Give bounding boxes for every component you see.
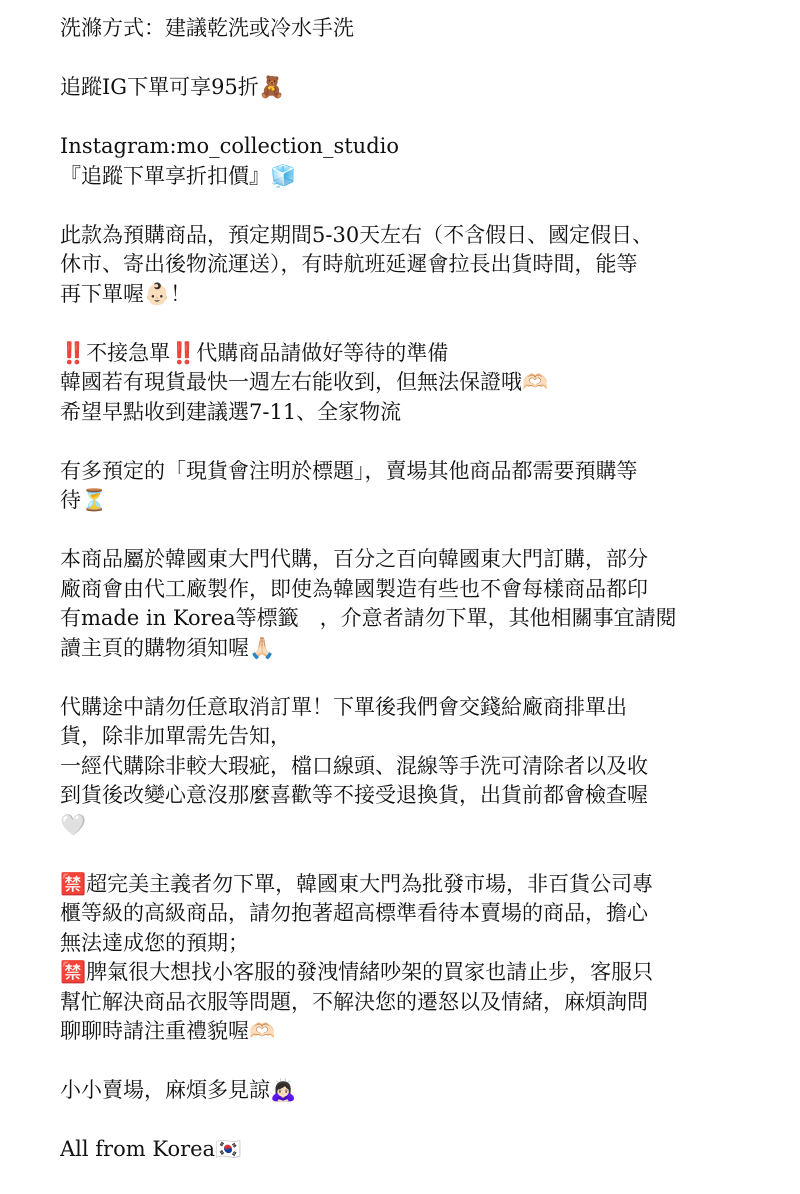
product-description — [60, 14, 780, 1194]
washing-instructions — [60, 14, 780, 44]
text-line: 此款為預購商品，預定期間5-30天左右（不含假日、國定假日、 — [60, 222, 654, 247]
text-line: 希望早點收到建議選7-11、全家物流 — [60, 399, 402, 424]
in-stock-note — [60, 457, 780, 516]
text-line: 聊聊時請注重禮貌喔🫶🏻 — [60, 1019, 276, 1043]
no-rush-orders — [60, 339, 780, 428]
origin-note — [60, 1135, 780, 1165]
text-line: 本商品屬於韓國東大門代購，百分之百向韓國東大門訂購，部分 — [60, 547, 648, 571]
text-line: 再下單喔👶🏻！ — [60, 281, 192, 306]
instagram-handle — [60, 132, 780, 191]
text-line: 待⏳ — [60, 488, 108, 512]
text-line: 到貨後改變心意沒那麼喜歡等不接受退換貨，出貨前都會檢查喔 — [60, 783, 648, 807]
text-line: 🤍 — [60, 812, 87, 837]
text-line: 無法達成您的預期； — [60, 930, 249, 955]
preorder-notice — [60, 221, 780, 310]
text-line: 『追蹤下單享折扣價』🧊 — [60, 163, 297, 188]
text-line: ‼️不接急單‼️代購商品請做好等待的準備 — [60, 340, 449, 365]
text-line: 有多預定的「現貨會注明於標題」，賣場其他商品都需要預購等 — [60, 458, 638, 483]
text-line: 有made in Korea等標籤 ，介意者請勿下單，其他相關事宜請閱 — [60, 606, 677, 630]
text-line: 🈲脾氣很大想找小客服的發洩情緒吵架的買家也請止步，客服只 — [60, 960, 654, 984]
text-line: 洗滌方式：建議乾洗或冷水手洗 — [60, 16, 354, 40]
ig-discount-note — [60, 73, 780, 103]
text-line: 櫃等級的高級商品，請勿抱著超高標準看待本賣場的商品，擔心 — [60, 901, 648, 925]
apology-note — [60, 1076, 780, 1106]
text-line: 貨，除非加單需先告知， — [60, 724, 291, 748]
text-line: 小小賣場，麻煩多見諒🙇🏻‍♀️ — [60, 1078, 297, 1102]
text-line: 休市、寄出後物流運送），有時航班延遲會拉長出貨時間，能等 — [60, 252, 638, 276]
text-line: 追蹤IG下單可享95折🧸 — [60, 75, 285, 99]
text-line: 一經代購除非較大瑕疵，檔口線頭、混線等手洗可清除者以及收 — [60, 753, 648, 778]
text-line: 代購途中請勿任意取消訂單！下單後我們會交錢給廠商排單出 — [60, 694, 627, 719]
text-line: 韓國若有現貨最快一週左右能收到，但無法保證哦🫶🏻 — [60, 370, 549, 394]
text-line: 廠商會由代工廠製作，即使為韓國製造有些也不會每樣商品都印 — [60, 576, 648, 601]
text-line: 🈲超完美主義者勿下單，韓國東大門為批發市場，非百貨公司專 — [60, 871, 654, 896]
text-line: 幫忙解決商品衣服等問題，不解決您的遷怒以及情緒，麻煩詢問 — [60, 989, 648, 1014]
text-line: Instagram:mo_collection_studio — [60, 134, 399, 158]
text-line: 讀主頁的購物須知喔🙏🏻 — [60, 635, 276, 660]
buyer-warnings — [60, 870, 780, 1047]
cancellation-policy — [60, 693, 780, 841]
dongdaemun-sourcing — [60, 545, 780, 663]
text-line: All from Korea🇰🇷 — [60, 1137, 242, 1161]
